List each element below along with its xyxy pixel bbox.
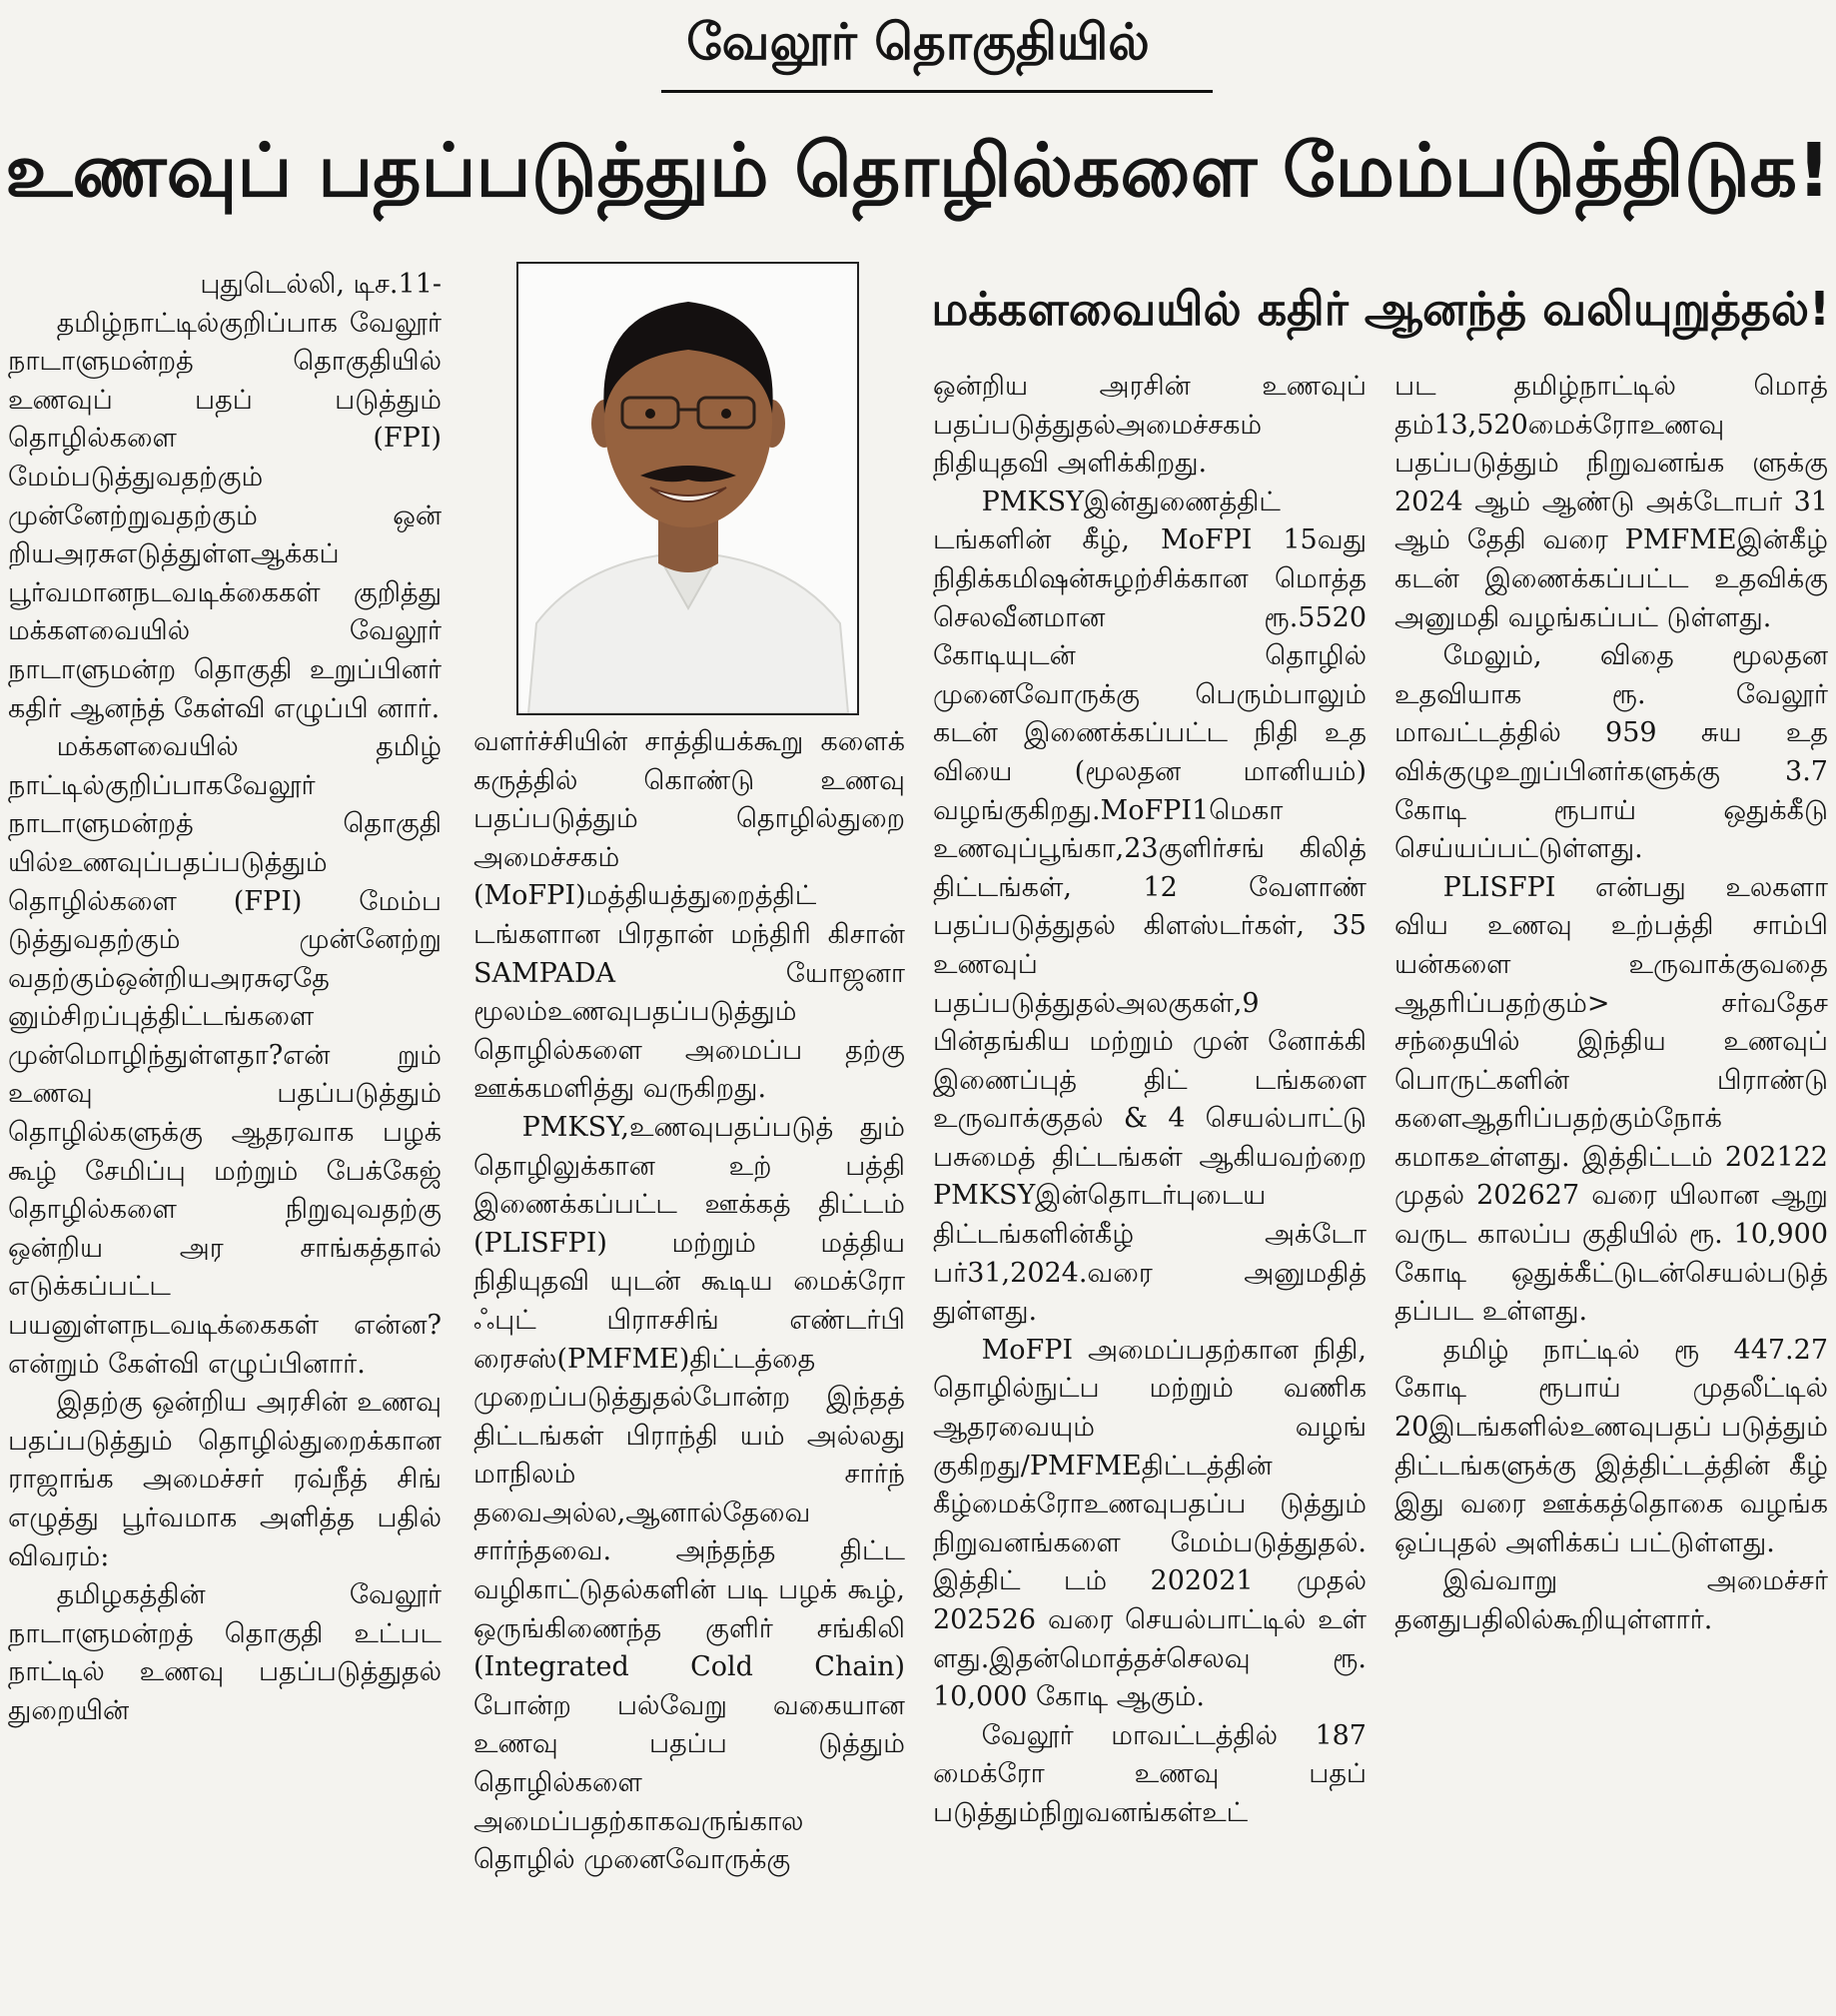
- paragraph: PMKSYஇன்துணைத்திட் டங்களின் கீழ், MoFPI 15வது நிதிக்கமிஷன்சுழற்சிக்கான மொத்த செலவீனமான ரூ.5520 கோடியுடன் தொழில் முனைவோருக்கு பெரும்பாலும் கடன் இணைக்கப்பட்ட நிதி உத வியை (மூலதன மானியம்) வழங்குகிறது.MoFPI1மெகா உணவுப்பூங்கா,23குளிர்சங் கிலித் திட்டங்கள், 12 வேளாண் பதப்படுத்துதல் கிளஸ்டர்கள், 35 உணவுப் பதப்படுத்துதல்அலகுகள்,9 பின்தங்கிய மற்றும் முன் னோக்கி இணைப்புத் திட் டங்களை உருவாக்குதல் & 4 செயல்பாட்டு பசுமைத் திட்டங்கள் ஆகியவற்றை PMKSYஇன்தொடர்புடைய திட்டங்களின்கீழ் அக்டோ பர்31,2024.வரை அனுமதித் துள்ளது.: [933, 486, 1367, 1328]
- paragraph: மக்களவையில் தமிழ் நாட்டில்குறிப்பாகவேலூர் நாடாளுமன்றத் தொகுதி யில்உணவுப்பதப்படுத்தும் தொழில்களை (FPI) மேம்ப டுத்துவதற்கும் முன்னேற்று வதற்கும்ஒன்றியஅரசுஏதே னும்சிறப்புத்திட்டங்களை முன்மொழிந்துள்ளதா?என் றும் உணவு பதப்படுத்தும் தொழில்களுக்கு ஆதரவாக பழக் கூழ் சேமிப்பு மற்றும் பேக்கேஜ் தொழில்களை நிறுவுவதற்கு ஒன்றிய அர சாங்கத்தால் எடுக்கப்பட்ட பயனுள்ளநடவடிக்கைகள் என்ன? என்றும் கேள்வி எழுப்பினார்.: [8, 731, 442, 1380]
- kicker-title: வேலூர் தொகுதியில்: [686, 13, 1150, 71]
- paragraph: தமிழகத்தின் வேலூர் நாடாளுமன்றத் தொகுதி உட்பட நாட்டில் உணவு பதப்படுத்துதல் துறையின்: [8, 1579, 442, 1726]
- paragraph: பட தமிழ்நாட்டில் மொத் தம்13,520மைக்ரோஉணவு பதப்படுத்தும் நிறுவனங்க ளுக்கு 2024 ஆம் ஆண்டு அக்டோபர் 31 ஆம் தேதி வரை PMFMEஇன்கீழ் கடன் இணைக்கப்பட்ட உதவிக்கு அனுமதி வழங்கப்பட் டுள்ளது.: [1394, 371, 1828, 633]
- portrait-photo: [516, 262, 859, 715]
- paragraph: PMKSY,உணவுபதப்படுத் தும் தொழிலுக்கான உற் பத்தி இணைக்கப்பட்ட ஊக்கத் திட்டம் (PLISFPI) மற்றும் மத்திய நிதியுதவி யுடன் கூடிய மைக்ரோ ஃபுட் பிராசசிங் எண்டர்பி ரைசஸ்(PMFME)திட்டத்தை முறைப்படுத்துதல்போன்ற இந்தத் திட்டங்கள் பிராந்தி யம் அல்லது மாநிலம் சார்ந் தவைஅல்ல,ஆனால்தேவை சார்ந்தவை. அந்தந்த திட்ட வழிகாட்டுதல்களின் படி பழக் கூழ், ஒருங்கிணைந்த குளிர் சங்கிலி (Integrated Cold Chain) போன்ற பல்வேறு வகையான உணவு பதப்ப டுத்தும் தொழில்களை அமைப்பதற்காகவருங்கால தொழில் முனைவோருக்கு: [473, 1111, 905, 1876]
- headline: உணவுப் பதப்படுத்தும் தொழில்களை மேம்படுத்திடுக!: [5, 128, 1831, 214]
- dateline: புதுடெல்லி, டிச.11-: [200, 269, 442, 300]
- paragraph: PLISFPI என்பது உலகளா விய உணவு உற்பத்தி சாம்பி யன்களை உருவாக்குவதை ஆதரிப்பதற்கும்> சர்வதேச சந்தையில் இந்திய உணவுப் பொருட்களின் பிராண்டு களைஆதரிப்பதற்கும்நோக் கமாகஉள்ளது. இத்திட்டம் 202122 முதல் 202627 வரை யிலான ஆறு வருட காலப்ப குதியில் ரூ. 10,900 கோடி ஒதுக்கீட்டுடன்செயல்படுத் தப்பட உள்ளது.: [1394, 871, 1828, 1328]
- paragraph: மேலும், விதை மூலதன உதவியாக ரூ. வேலூர் மாவட்டத்தில் 959 சுய உத விக்குழுஉறுப்பினர்களுக்கு 3.7 கோடி ரூபாய் ஒதுக்கீடு செய்யப்பட்டுள்ளது.: [1394, 640, 1828, 865]
- paragraph: இதற்கு ஒன்றிய அரசின் உணவு பதப்படுத்தும் தொழில்துறைக்கான ராஜாங்க அமைச்சர் ரவ்நீத் சிங் எழுத்து பூர்வமாக அளித்த பதில் விவரம்:: [8, 1387, 442, 1572]
- portrait-illustration: [518, 264, 857, 713]
- subheadline: மக்களவையில் கதிர் ஆனந்த் வலியுறுத்தல்!: [931, 282, 1830, 336]
- paragraph: ஒன்றிய அரசின் உணவுப் பதப்படுத்துதல்அமைச்சகம் நிதியுதவி அளிக்கிறது.: [933, 371, 1367, 480]
- article-column-1: [8, 266, 442, 2014]
- article-column-2: [473, 723, 905, 2014]
- paragraph: இவ்வாறு அமைச்சர் தனதுபதிலில்கூறியுள்ளார்.: [1394, 1565, 1828, 1635]
- article-column-4: [1394, 368, 1828, 2014]
- paragraph: வளர்ச்சியின் சாத்தியக்கூறு களைக் கருத்தில் கொண்டு உணவு பதப்படுத்தும் தொழில்துறை அமைச்சகம் (MoFPI)மத்தியத்துறைத்திட் டங்களான பிரதான் மந்திரி கிசான் SAMPADA யோஜனா மூலம்உணவுபதப்படுத்தும் தொழில்களை அமைப்ப தற்கு ஊக்கமளித்து வருகிறது.: [473, 726, 905, 1105]
- kicker-underline: [661, 90, 1213, 93]
- paragraph: தமிழ்நாட்டில்குறிப்பாக வேலூர் நாடாளுமன்றத் தொகுதியில் உணவுப் பதப் படுத்தும் தொழில்களை (FPI) மேம்படுத்துவதற்கும் முன்னேற்றுவதற்கும் ஒன் றியஅரசுஎடுத்துள்ளஆக்கப் பூர்வமானநடவடிக்கைகள் குறித்து மக்களவையில் வேலூர் நாடாளுமன்ற தொகுதி உறுப்பினர் கதிர் ஆனந்த் கேள்வி எழுப்பி னார்.: [8, 307, 442, 724]
- paragraph: MoFPI அமைப்பதற்கான நிதி, தொழில்நுட்ப மற்றும் வணிக ஆதரவையும் வழங் குகிறது/PMFMEதிட்டத்தின் கீழ்மைக்ரோஉணவுபதப்ப டுத்தும் நிறுவனங்களை மேம்படுத்துதல். இத்திட் டம் 202021 முதல் 202526 வரை செயல்பாட்டில் உள் ளது.இதன்மொத்தச்செலவு ரூ. 10,000 கோடி ஆகும்.: [933, 1334, 1367, 1713]
- article-column-3: [933, 368, 1367, 2014]
- paragraph: தமிழ் நாட்டில் ரூ 447.27 கோடி ரூபாய் முதலீட்டில் 20இடங்களில்உணவுபதப் படுத்தும் திட்டங்களுக்கு இத்திட்டத்தின் கீழ் இது வரை ஊக்கத்தொகை வழங்க ஒப்புதல் அளிக்கப் பட்டுள்ளது.: [1394, 1334, 1828, 1558]
- paragraph: வேலூர் மாவட்டத்தில் 187 மைக்ரோ உணவு பதப் படுத்தும்நிறுவனங்கள்உட்: [933, 1719, 1367, 1828]
